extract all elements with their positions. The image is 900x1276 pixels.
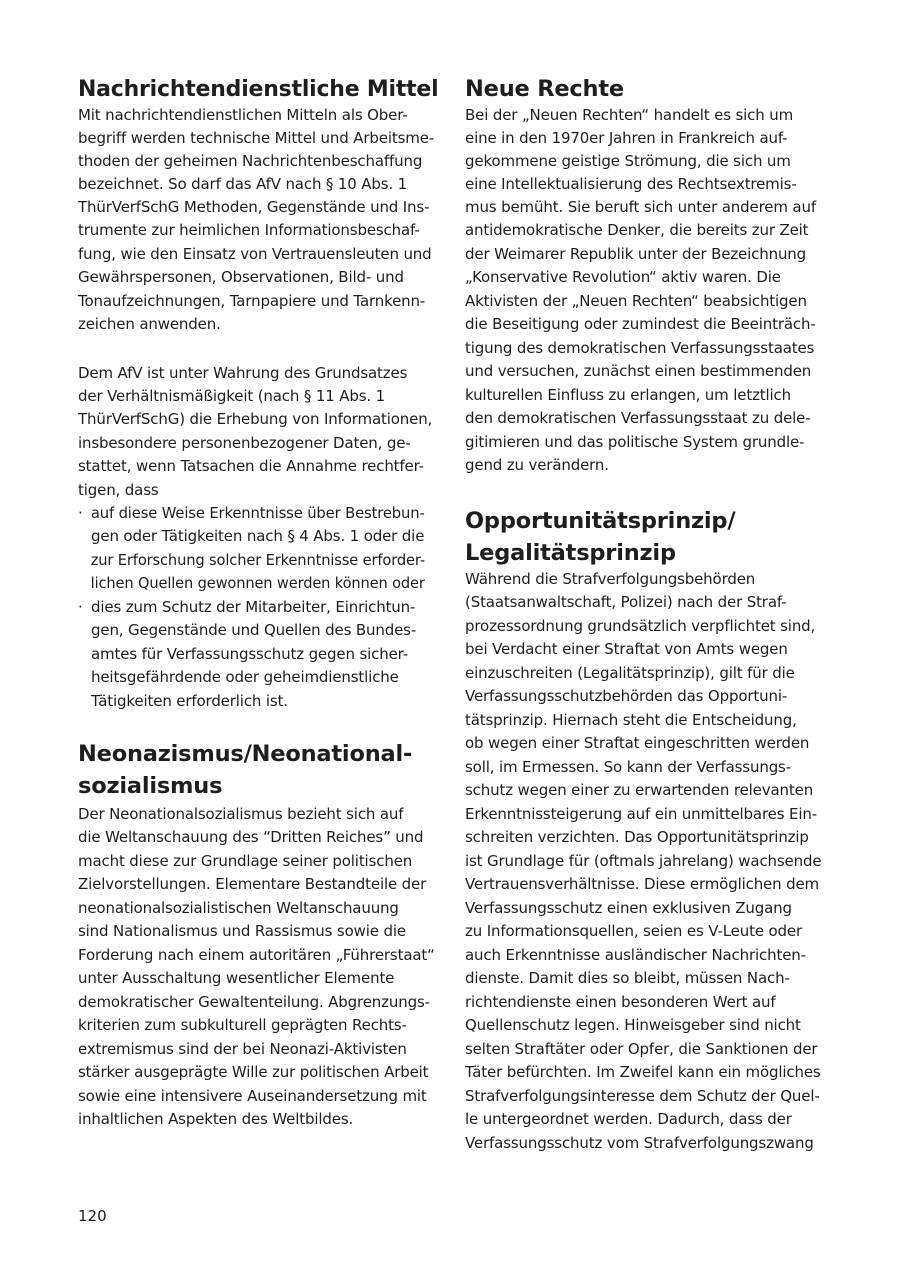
bullet-marker: ·: [78, 598, 83, 616]
text-line: prozessordnung grundsätzlich verpflichtet sind,: [465, 617, 816, 635]
text-line: die Weltanschauung des “Dritten Reiches” und: [78, 828, 424, 846]
text-line: sind Nationalismus und Rassismus sowie die: [78, 922, 406, 940]
text-line: eine Intellektualisierung des Rechtsextremis-: [465, 175, 797, 193]
text-line: Verfassungsschutz einen exklusiven Zugang: [465, 899, 792, 917]
text-line: stärker ausgeprägte Wille zur politischen Arbeit: [78, 1063, 429, 1081]
text-line: le untergeordnet werden. Dadurch, dass der: [465, 1110, 792, 1128]
text-line: amtes für Verfassungsschutz gegen sicher-: [91, 645, 408, 663]
section-title-neue-rechte: Neue Rechte: [465, 76, 624, 102]
text-line: Aktivisten der „Neuen Rechten“ beabsichtigen: [465, 292, 807, 310]
section-title-nachrichtendienstliche-mittel: Nachrichtendienstliche Mittel: [78, 76, 439, 102]
text-line: kriterien zum subkulturell geprägten Rechts-: [78, 1016, 407, 1034]
text-line: soll, im Ermessen. So kann der Verfassungs-: [465, 758, 791, 776]
text-line: stattet, wenn Tatsachen die Annahme rechtfer-: [78, 457, 424, 475]
text-line: tätsprinzip. Hiernach steht die Entscheidung,: [465, 711, 797, 729]
text-line: gend zu verändern.: [465, 456, 609, 474]
text-line: Quellenschutz legen. Hinweisgeber sind nicht: [465, 1016, 801, 1034]
text-line: Forderung nach einem autoritären „Führerstaat“: [78, 946, 435, 964]
text-line: dies zum Schutz der Mitarbeiter, Einrichtun-: [91, 598, 416, 616]
text-line: Täter befürchten. Im Zweifel kann ein mögliches: [465, 1063, 821, 1081]
text-line: Verfassungsschutzbehörden das Opportuni-: [465, 687, 788, 705]
text-line: Tonaufzeichnungen, Tarnpapiere und Tarnkenn-: [78, 292, 426, 310]
text-line: macht diese zur Grundlage seiner politischen: [78, 852, 413, 870]
text-line: mus bemüht. Sie beruft sich unter anderem auf: [465, 198, 816, 216]
text-line: Tätigkeiten erforderlich ist.: [91, 692, 288, 710]
text-line: Mit nachrichtendienstlichen Mitteln als Ober-: [78, 106, 408, 124]
text-line: sowie eine intensivere Auseinandersetzung mit: [78, 1087, 427, 1105]
text-line: dienste. Damit dies so bleibt, müssen Nach-: [465, 969, 790, 987]
text-line: den demokratischen Verfassungsstaat zu dele-: [465, 409, 811, 427]
text-line: Vertrauensverhältnisse. Diese ermöglichen dem: [465, 875, 820, 893]
text-line: bezeichnet. So darf das AfV nach § 10 Abs. 1: [78, 175, 408, 193]
page-number: 120: [78, 1207, 107, 1225]
text-line: inhaltlichen Aspekten des Weltbildes.: [78, 1110, 354, 1128]
text-line: gen oder Tätigkeiten nach § 4 Abs. 1 oder die: [91, 527, 425, 545]
text-line: der Verhältnismäßigkeit (nach § 11 Abs. 1: [78, 387, 386, 405]
text-line: gen, Gegenstände und Quellen des Bundes-: [91, 621, 417, 639]
text-line: gekommene geistige Strömung, die sich um: [465, 152, 791, 170]
text-line: Während die Strafverfolgungsbehörden: [465, 570, 756, 588]
text-line: neonationalsozialistischen Weltanschauung: [78, 899, 399, 917]
section-title-neonazismus-continued: sozialismus: [78, 773, 223, 799]
section-title-neonazismus: Neonazismus/Neonational-: [78, 741, 413, 767]
text-line: demokratischer Gewaltenteilung. Abgrenzungs-: [78, 993, 430, 1011]
text-line: der Weimarer Republik unter der Bezeichnung: [465, 245, 807, 263]
text-line: lichen Quellen gewonnen werden können oder: [90, 574, 425, 592]
text-line: zur Erforschung solcher Erkenntnisse erforder-: [90, 551, 425, 569]
text-line: Verfassungsschutz vom Strafverfolgungszwang: [465, 1134, 814, 1152]
text-line: auf diese Weise Erkenntnisse über Bestrebun-: [90, 504, 425, 522]
text-line: Gewährspersonen, Observationen, Bild- und: [78, 268, 404, 286]
text-line: Bei der „Neuen Rechten“ handelt es sich um: [465, 106, 794, 124]
text-line: bei Verdacht einer Straftat von Amts wegen: [465, 640, 788, 658]
text-line: Erkenntnissteigerung auf ein unmittelbares Ein-: [465, 805, 817, 823]
text-line: zeichen anwenden.: [78, 315, 221, 333]
text-line: begriff werden technische Mittel und Arbeitsme-: [78, 129, 435, 147]
text-line: (Staatsanwaltschaft, Polizei) nach der Straf-: [465, 593, 787, 611]
text-line: Strafverfolgungsinteresse dem Schutz der Quel-: [465, 1087, 820, 1105]
text-line: die Beseitigung oder zumindest die Beeinträch-: [465, 315, 816, 333]
text-line: zu Informationsquellen, seien es V-Leute oder: [465, 922, 803, 940]
text-line: Zielvorstellungen. Elementare Bestandteile der: [78, 875, 427, 893]
text-line: heitsgefährdende oder geheimdienstliche: [91, 668, 399, 686]
text-line: thoden der geheimen Nachrichtenbeschaffung: [78, 152, 423, 170]
text-line: richtendienste einen besonderen Wert auf: [465, 993, 776, 1011]
text-line: auch Erkenntnisse ausländischer Nachrichten-: [465, 946, 806, 964]
text-line: tigen, dass: [78, 481, 159, 499]
section-title-opportunitaetsprinzip-continued: Legalitätsprinzip: [465, 540, 676, 566]
text-line: antidemokratische Denker, die bereits zur Zeit: [465, 221, 809, 239]
text-line: ThürVerfSchG) die Erhebung von Informationen,: [78, 410, 433, 428]
text-line: gitimieren und das politische System grundle-: [465, 433, 805, 451]
text-line: selten Straftäter oder Opfer, die Sanktionen der: [465, 1040, 818, 1058]
text-line: insbesondere personenbezogener Daten, ge-: [78, 434, 411, 452]
section-title-opportunitaetsprinzip: Opportunitätsprinzip/: [465, 508, 736, 534]
text-line: schreiten verzichten. Das Opportunitätsprinzip: [465, 828, 809, 846]
text-line: ThürVerfSchG Methoden, Gegenstände und Ins-: [78, 198, 430, 216]
text-line: Dem AfV ist unter Wahrung des Grundsatzes: [78, 364, 408, 382]
text-line: „Konservative Revolution“ aktiv waren. Die: [465, 268, 781, 286]
text-line: tigung des demokratischen Verfassungsstaates: [465, 339, 815, 357]
text-line: ist Grundlage für (oftmals jahrelang) wachsende: [465, 852, 822, 870]
text-line: eine in den 1970er Jahren in Frankreich auf-: [465, 129, 788, 147]
text-line: fung, wie den Einsatz von Vertrauensleuten und: [78, 245, 432, 263]
text-line: unter Ausschaltung wesentlicher Elemente: [78, 969, 395, 987]
text-line: kulturellen Einfluss zu erlangen, um letztlich: [465, 386, 792, 404]
text-line: Der Neonationalsozialismus bezieht sich auf: [78, 805, 404, 823]
text-line: ob wegen einer Straftat eingeschritten werden: [465, 734, 810, 752]
text-line: trumente zur heimlichen Informationsbeschaf-: [78, 221, 420, 239]
text-line: extremismus sind der bei Neonazi-Aktivisten: [78, 1040, 407, 1058]
text-line: und versuchen, zunächst einen bestimmenden: [465, 362, 812, 380]
bullet-marker: ·: [78, 504, 83, 522]
text-line: schutz wegen einer zu erwartenden relevanten: [465, 781, 814, 799]
text-line: einzuschreiten (Legalitätsprinzip), gilt für die: [465, 664, 795, 682]
